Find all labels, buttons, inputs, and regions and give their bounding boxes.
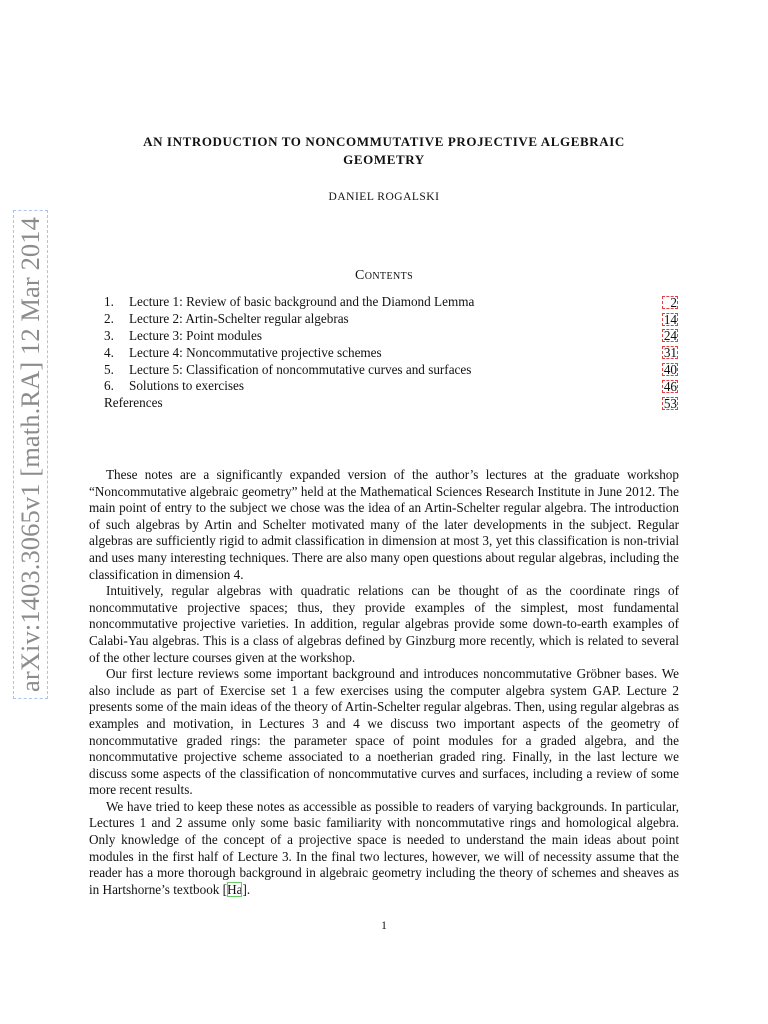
- paragraph-1: These notes are a significantly expanded version of the author’s lectures at the graduate workshop “Noncommutative algebraic geometry” held at the Mathematical Sciences Research Institute in June 2012. The main point of entry to the subject we chose was the idea of an Artin-Schelter regular algebra. The introduction of such algebras by Artin and Schelter motivated many of the later developments in the subject. Regular algebras are sufficiently rigid to admit classification in dimension at most 3, yet this classification is non-trivial and uses many interesting techniques. There are also many open questions about regular algebras, including the classification in dimension 4.: [89, 467, 679, 582]
- paragraph-4-end: ].: [242, 881, 251, 897]
- toc-page-link[interactable]: 31: [663, 345, 677, 361]
- paper-title-line-2: GEOMETRY: [343, 152, 425, 167]
- toc-number: 5.: [104, 361, 114, 377]
- toc-page-link[interactable]: 53: [663, 395, 677, 411]
- paragraph-3: Our first lecture reviews some important background and introduces noncommutative Gröbner bases. We also include as part of Exercise set 1 a few exercises using the computer algebra system GAP. Lecture 2 presents some of the main ideas of the theory of Artin-Schelter regular algebras. Then, using regular algebras as examples and motivation, in Lectures 3 and 4 we discuss two important aspects of the geometry of noncommutative graded rings: the parameter space of point modules for a graded algebra, and the noncommutative projective scheme associated to a noetherian graded ring. Finally, in the last lecture we discuss some aspects of the classification of noncommutative curves and surfaces, including a review of some more recent results.: [89, 666, 679, 798]
- toc-page-link[interactable]: 14: [663, 311, 677, 327]
- toc-entry-references: [104, 395, 680, 412]
- paper-title: [80, 133, 688, 169]
- toc-page-link[interactable]: 46: [663, 378, 677, 394]
- toc-number: 6.: [104, 378, 114, 394]
- author-name: DANIEL ROGALSKI: [328, 191, 440, 203]
- toc-page-link[interactable]: 24: [663, 328, 677, 344]
- paragraph-4: [89, 799, 679, 899]
- toc-page-link[interactable]: 40: [663, 362, 677, 378]
- toc-number: 3.: [104, 327, 114, 343]
- toc-title: References: [104, 395, 163, 411]
- toc-page-link[interactable]: 2: [662, 296, 678, 309]
- toc-number: 2.: [104, 311, 114, 327]
- toc-title: Solutions to exercises: [129, 378, 245, 394]
- toc-entry-lecture-5: [104, 361, 680, 378]
- toc-number: 1.: [104, 294, 114, 310]
- toc-title: Lecture 4: Noncommutative projective schemes: [129, 344, 382, 360]
- paragraph-2: Intuitively, regular algebras with quadratic relations can be thought of as the coordinate rings of noncommutative projective spaces; thus, they provide examples of the simplest, most fundamental noncommutative projective varieties. In addition, regular algebras provide some down-to-earth examples of Calabi-Yau algebras. This is a class of algebras defined by Ginzburg more recently, which is related to several of the other lecture courses given at the workshop.: [89, 583, 679, 665]
- arxiv-identifier[interactable]: arXiv:1403.3065v1 [math.RA] 12 Mar 2014: [13, 210, 48, 699]
- toc-entry-solutions: [104, 378, 680, 395]
- toc-entry-lecture-2: [104, 311, 680, 328]
- citation-link-ha[interactable]: Ha: [227, 881, 243, 897]
- paragraph-4-text: We have tried to keep these notes as accessible as possible to readers of varying backgrounds. In particular, Lectures 1 and 2 assume only some basic familiarity with noncommutative rings and homological algebra. Only knowledge of the concept of a projective space is needed to understand the main ideas about point modules in the first half of Lecture 3. In the final two lectures, however, we will of necessity assume that the reader has a more thorough background in algebraic geometry including the theory of schemes and sheaves as in Hartshorne’s textbook [: [89, 798, 679, 897]
- paper-title-line-1: AN INTRODUCTION TO NONCOMMUTATIVE PROJECTIVE ALGEBRAIC: [143, 134, 625, 149]
- toc-title: Lecture 5: Classification of noncommutative curves and surfaces: [129, 361, 472, 377]
- toc-title: Lecture 3: Point modules: [129, 327, 262, 343]
- arxiv-side-stamp: [13, 216, 47, 692]
- contents-heading: Contents: [354, 268, 414, 283]
- toc-title: Lecture 2: Artin-Schelter regular algebras: [129, 311, 349, 327]
- toc-title: Lecture 1: Review of basic background and the Diamond Lemma: [129, 294, 475, 310]
- toc-number: 4.: [104, 344, 114, 360]
- toc-entry-lecture-3: [104, 328, 680, 345]
- toc-entry-lecture-1: [104, 294, 680, 311]
- introduction-text: [89, 467, 679, 898]
- toc-entry-lecture-4: [104, 344, 680, 361]
- page-number: 1: [381, 920, 387, 932]
- table-of-contents: [104, 294, 680, 412]
